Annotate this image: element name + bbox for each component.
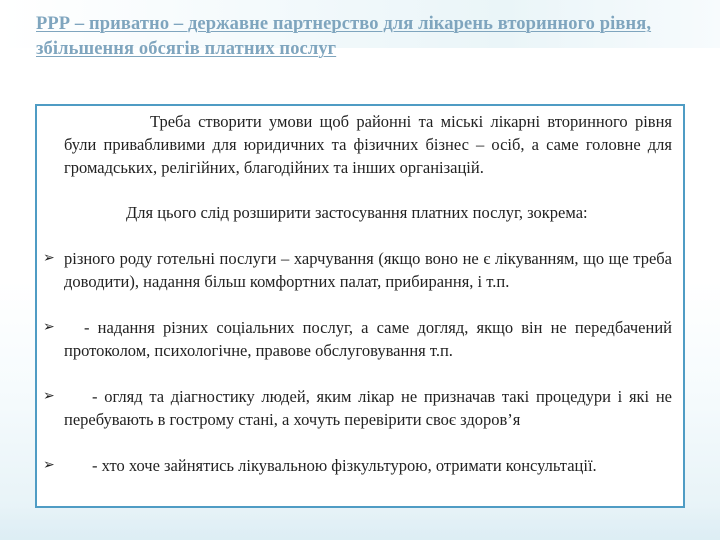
bullet-item-diagnostics [43, 385, 672, 431]
paragraph-conditions: Треба створити умови щоб районні та міські лікарні вторинного рівня були привабливими для юридичних та фізичних бізнес – осіб, а саме головне для громадських, релігійних, благодійних та інших організацій. [64, 112, 672, 177]
bullet-item-social-services [43, 316, 672, 362]
bullet-arrow-icon: ➢ [43, 250, 55, 266]
slide-title: РРР – приватно – державне партнерство для лікарень вторинного рівня, збільшення обсягів платних послуг [36, 14, 652, 59]
bullet-item-hotel-services [43, 247, 672, 293]
bullet-item-exercise-therapy [43, 454, 672, 477]
bullet-text: різного роду готельні послуги – харчування (якщо воно не є лікуванням, що ще треба доводити), надання більш комфортних палат, прибирання, і т.п. [64, 249, 672, 291]
bottom-background-wave [0, 506, 720, 540]
paragraph-expand-services: Для цього слід розширити застосування платних послуг, зокрема: [126, 203, 588, 222]
bullet-text: - огляд та діагностику людей, яким лікар не призначав такі процедури і які не перебувають в гострому стані, а хочуть перевірити своє здоров’я [64, 387, 672, 429]
bullet-arrow-icon: ➢ [43, 388, 55, 404]
bullet-text: - хто хоче зайнятись лікувальною фізкультурою, отримати консультації. [92, 456, 597, 475]
bullet-text: - надання різних соціальних послуг, а саме догляд, якщо він не передбачений протоколом, психологічне, правове обслуговування т.п. [64, 318, 672, 360]
bullet-arrow-icon: ➢ [43, 319, 55, 335]
bullet-arrow-icon: ➢ [43, 457, 55, 473]
